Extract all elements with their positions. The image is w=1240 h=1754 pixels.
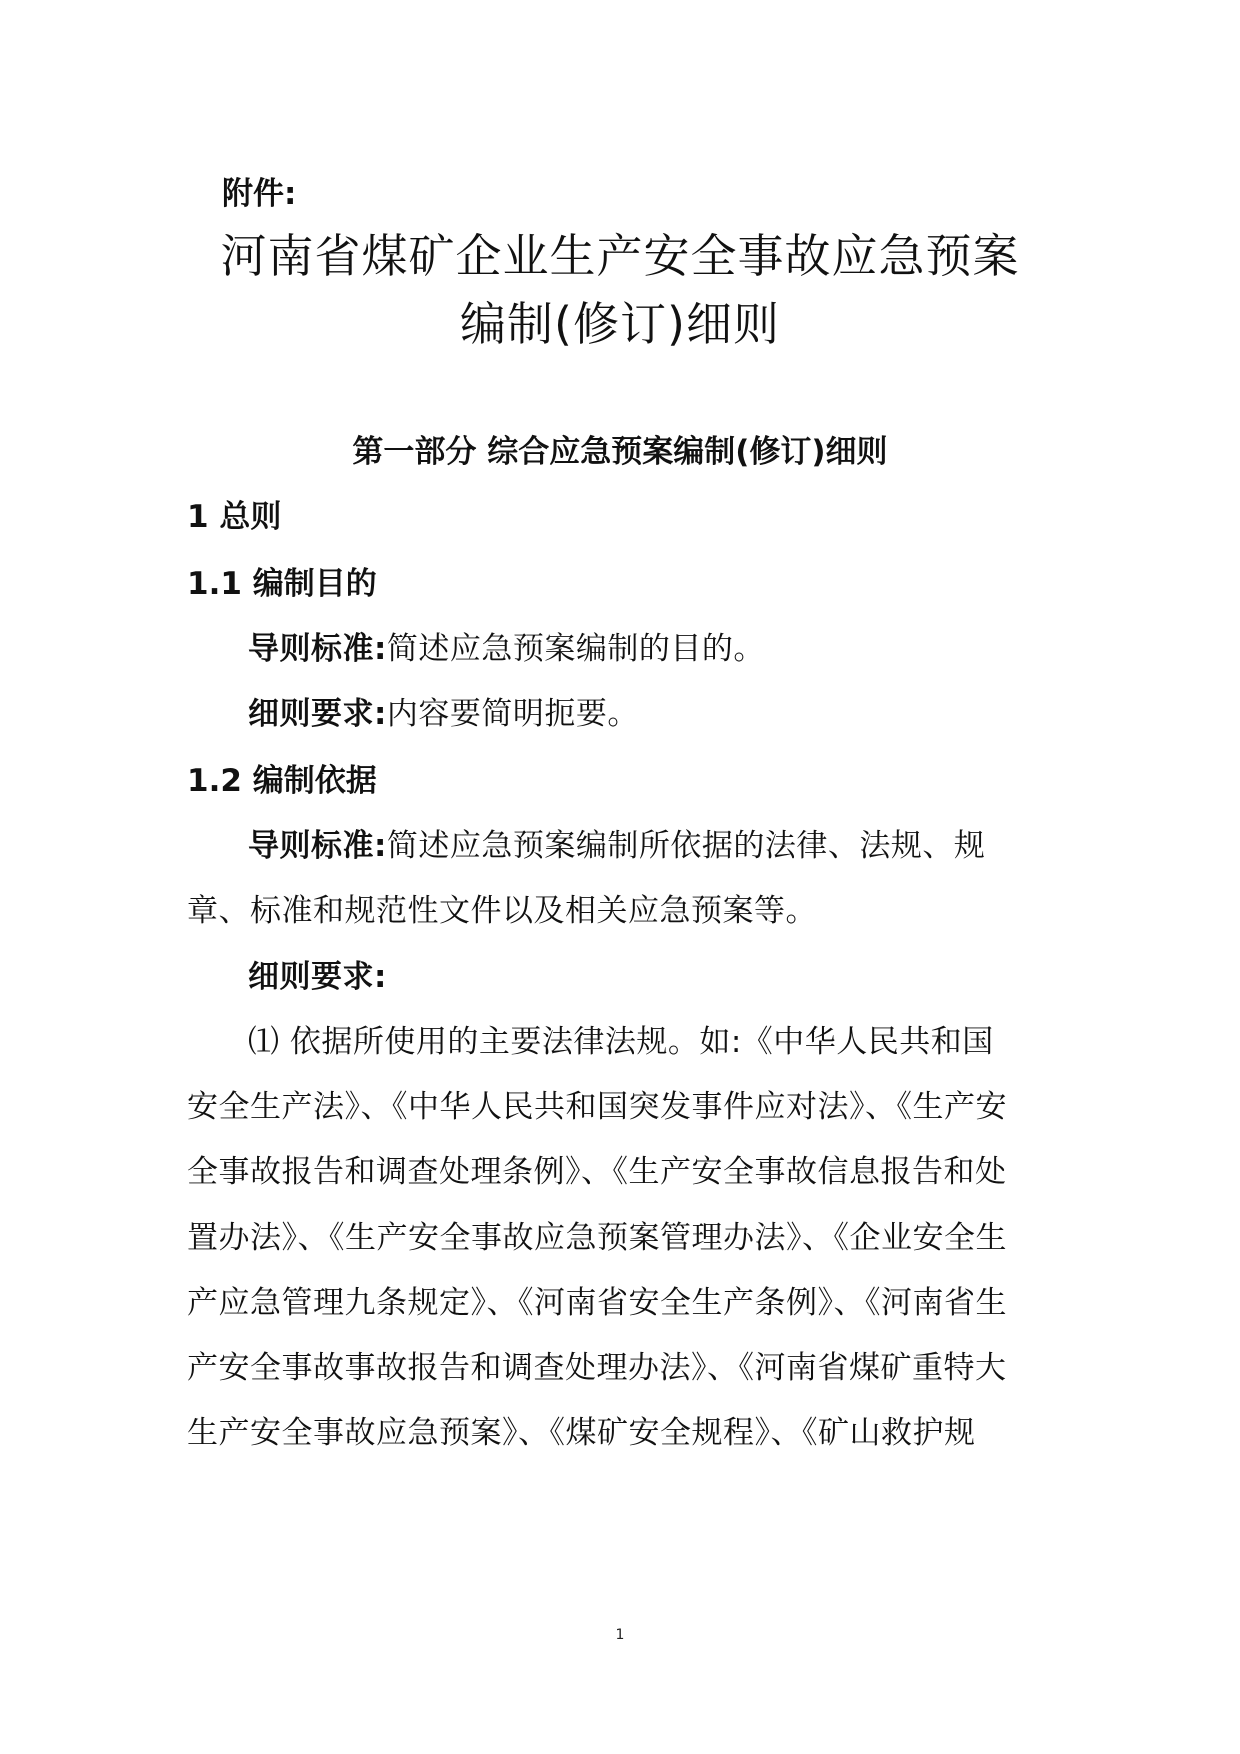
part-heading: 第一部分 综合应急预案编制(修订)细则 bbox=[352, 434, 888, 470]
document-title-line-1: 河南省煤矿企业生产安全事故应急预案 bbox=[220, 229, 1020, 283]
guideline-text: 简述应急预案编制所依据的法律、法规、规 bbox=[386, 828, 986, 864]
guideline-label: 导则标准: bbox=[248, 828, 387, 864]
item-1-line-4: 置办法》、《生产安全事故应急预案管理办法》、《企业安全生 bbox=[187, 1220, 1007, 1256]
item-1-line-3: 全事故报告和调查处理条例》、《生产安全事故信息报告和处 bbox=[187, 1154, 1007, 1190]
section-1-heading: 1 总则 bbox=[187, 499, 282, 535]
section-1-2-heading: 1.2 编制依据 bbox=[187, 763, 377, 799]
section-1-2-guideline-line-2: 章、标准和规范性文件以及相关应急预案等。 bbox=[187, 893, 817, 929]
section-1-1-heading: 1.1 编制目的 bbox=[187, 566, 377, 602]
page-number: 1 bbox=[615, 1627, 625, 1643]
guideline-text: 简述应急预案编制的目的。 bbox=[386, 631, 765, 667]
section-1-1-guideline bbox=[248, 625, 765, 673]
requirement-text: 内容要简明扼要。 bbox=[386, 696, 639, 732]
item-1-line-1: ⑴ 依据所使用的主要法律法规。如:《中华人民共和国 bbox=[248, 1024, 994, 1060]
section-1-1-requirement bbox=[248, 690, 639, 738]
requirement-label: 细则要求: bbox=[248, 696, 387, 732]
section-1-2-guideline-line-1 bbox=[248, 822, 985, 870]
attachment-label: 附件: bbox=[222, 176, 297, 212]
guideline-label: 导则标准: bbox=[248, 631, 387, 667]
item-1-line-5: 产应急管理九条规定》、《河南省安全生产条例》、《河南省生 bbox=[187, 1285, 1007, 1321]
document-title-line-2: 编制(修订)细则 bbox=[460, 297, 780, 351]
item-1-line-6: 产安全事故事故报告和调查处理办法》、《河南省煤矿重特大 bbox=[187, 1350, 1007, 1386]
section-1-2-requirement-label: 细则要求: bbox=[248, 959, 387, 995]
item-1-line-2: 安全生产法》、《中华人民共和国突发事件应对法》、《生产安 bbox=[187, 1089, 1007, 1125]
item-1-line-7: 生产安全事故应急预案》、《煤矿安全规程》、《矿山救护规 bbox=[187, 1415, 976, 1451]
